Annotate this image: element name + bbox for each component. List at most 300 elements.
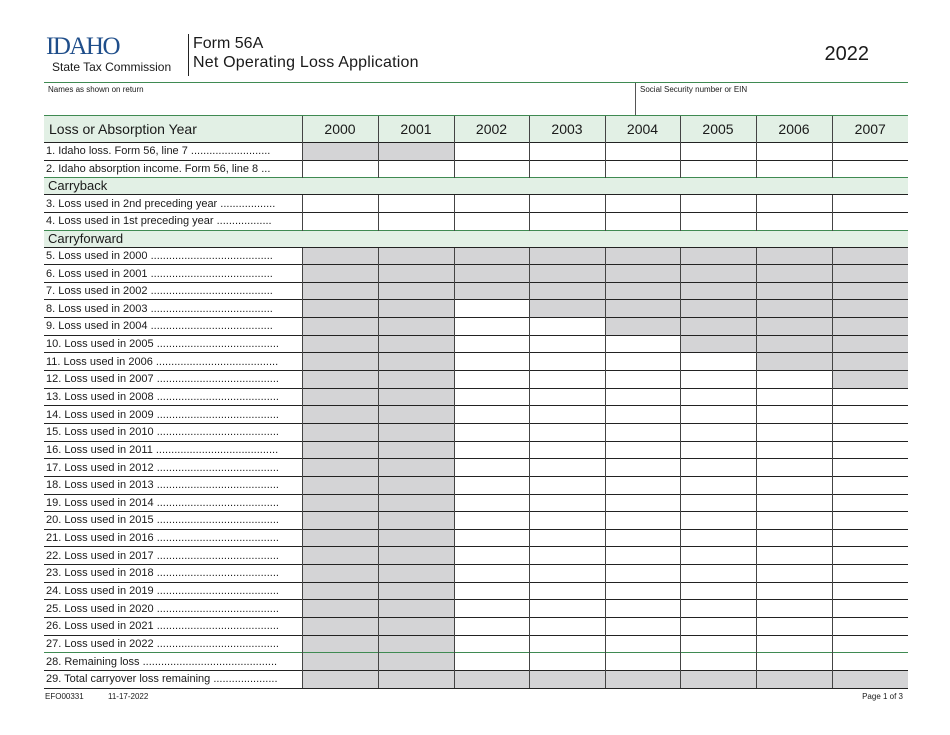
shaded-cell — [378, 353, 454, 371]
amount-input-cell[interactable] — [605, 406, 680, 424]
amount-input-cell[interactable] — [832, 423, 908, 441]
shaded-cell — [378, 143, 454, 161]
shaded-cell — [832, 318, 908, 336]
amount-input-cell[interactable] — [529, 582, 605, 600]
amount-input-cell[interactable] — [832, 600, 908, 618]
line-label: 17. Loss used in 2012 ........................................ — [44, 459, 302, 477]
shaded-cell — [454, 670, 529, 688]
shaded-cell — [832, 371, 908, 389]
year-header-2006: 2006 — [756, 116, 832, 143]
amount-input-cell[interactable] — [680, 441, 756, 459]
amount-input-cell[interactable] — [529, 441, 605, 459]
table-row — [44, 282, 908, 300]
identification-row — [44, 82, 908, 115]
table-row — [44, 476, 908, 494]
shaded-cell — [302, 353, 378, 371]
amount-input-cell[interactable] — [605, 441, 680, 459]
amount-input-cell[interactable] — [378, 195, 454, 213]
line-label: 12. Loss used in 2007 ........................................ — [44, 371, 302, 389]
line-label: 14. Loss used in 2009 ........................................ — [44, 406, 302, 424]
table-row — [44, 582, 908, 600]
amount-input-cell[interactable] — [454, 582, 529, 600]
shaded-cell — [378, 476, 454, 494]
amount-input-cell[interactable] — [756, 195, 832, 213]
line-label: 16. Loss used in 2011 ........................................ — [44, 441, 302, 459]
table-row — [44, 600, 908, 618]
amount-input-cell[interactable] — [832, 476, 908, 494]
amount-input-cell[interactable] — [454, 529, 529, 547]
amount-input-cell[interactable] — [680, 494, 756, 512]
amount-input-cell[interactable] — [529, 618, 605, 636]
shaded-cell — [302, 423, 378, 441]
shaded-cell — [529, 670, 605, 688]
names-field-label: Names as shown on return — [48, 85, 144, 94]
amount-input-cell[interactable] — [832, 582, 908, 600]
identification-divider — [635, 83, 636, 116]
amount-input-cell[interactable] — [680, 600, 756, 618]
tax-year: 2022 — [824, 43, 869, 65]
amount-input-cell[interactable] — [680, 423, 756, 441]
amount-input-cell[interactable] — [529, 565, 605, 583]
shaded-cell — [605, 318, 680, 336]
amount-input-cell[interactable] — [454, 406, 529, 424]
amount-input-cell[interactable] — [756, 388, 832, 406]
shaded-cell — [832, 265, 908, 283]
amount-input-cell[interactable] — [832, 529, 908, 547]
amount-input-cell[interactable] — [454, 494, 529, 512]
form-number: Form 56A — [193, 35, 264, 52]
amount-input-cell[interactable] — [605, 353, 680, 371]
table-row — [44, 160, 908, 178]
shaded-cell — [302, 653, 378, 671]
shaded-cell — [302, 318, 378, 336]
shaded-cell — [302, 282, 378, 300]
shaded-cell — [378, 582, 454, 600]
amount-input-cell[interactable] — [454, 476, 529, 494]
shaded-cell — [832, 300, 908, 318]
amount-input-cell[interactable] — [756, 459, 832, 477]
table-row — [44, 195, 908, 213]
amount-input-cell[interactable] — [302, 160, 378, 178]
shaded-cell — [302, 670, 378, 688]
amount-input-cell[interactable] — [756, 547, 832, 565]
shaded-cell — [378, 247, 454, 265]
amount-input-cell[interactable] — [832, 406, 908, 424]
shaded-cell — [756, 353, 832, 371]
amount-input-cell[interactable] — [529, 653, 605, 671]
amount-input-cell[interactable] — [832, 195, 908, 213]
amount-input-cell[interactable] — [832, 388, 908, 406]
amount-input-cell[interactable] — [454, 318, 529, 336]
amount-input-cell[interactable] — [605, 529, 680, 547]
amount-input-cell[interactable] — [454, 635, 529, 653]
amount-input-cell[interactable] — [454, 423, 529, 441]
table-row — [44, 300, 908, 318]
line-label: 23. Loss used in 2018 ........................................ — [44, 565, 302, 583]
shaded-cell — [378, 265, 454, 283]
amount-input-cell[interactable] — [454, 212, 529, 230]
ssn-field-label: Social Security number or EIN — [640, 85, 748, 94]
amount-input-cell[interactable] — [756, 582, 832, 600]
amount-input-cell[interactable] — [756, 653, 832, 671]
amount-input-cell[interactable] — [454, 143, 529, 161]
shaded-cell — [378, 371, 454, 389]
line-label: 15. Loss used in 2010 ........................................ — [44, 423, 302, 441]
table-row — [44, 653, 908, 671]
shaded-cell — [605, 670, 680, 688]
line-label: 10. Loss used in 2005 ........................................ — [44, 335, 302, 353]
agency-name: State Tax Commission — [52, 60, 172, 74]
amount-input-cell[interactable] — [832, 160, 908, 178]
section-title: Carryforward — [44, 230, 908, 247]
amount-input-cell[interactable] — [605, 335, 680, 353]
amount-input-cell[interactable] — [680, 529, 756, 547]
shaded-cell — [378, 529, 454, 547]
line-label: 21. Loss used in 2016 ........................................ — [44, 529, 302, 547]
line-label: 13. Loss used in 2008 ........................................ — [44, 388, 302, 406]
amount-input-cell[interactable] — [454, 653, 529, 671]
section-title: Carryback — [44, 178, 908, 195]
amount-input-cell[interactable] — [529, 318, 605, 336]
shaded-cell — [302, 476, 378, 494]
amount-input-cell[interactable] — [756, 529, 832, 547]
line-label: 19. Loss used in 2014 ........................................ — [44, 494, 302, 512]
shaded-cell — [378, 282, 454, 300]
amount-input-cell[interactable] — [680, 388, 756, 406]
shaded-cell — [302, 547, 378, 565]
amount-input-cell[interactable] — [529, 195, 605, 213]
amount-input-cell[interactable] — [680, 212, 756, 230]
amount-input-cell[interactable] — [529, 423, 605, 441]
amount-input-cell[interactable] — [529, 406, 605, 424]
amount-input-cell[interactable] — [832, 512, 908, 530]
amount-input-cell[interactable] — [756, 635, 832, 653]
amount-input-cell[interactable] — [680, 353, 756, 371]
amount-input-cell[interactable] — [680, 459, 756, 477]
line-label: 28. Remaining loss ............................................ — [44, 653, 302, 671]
shaded-cell — [529, 282, 605, 300]
line-label: 2. Idaho absorption income. Form 56, line 8 ... — [44, 160, 302, 178]
amount-input-cell[interactable] — [605, 388, 680, 406]
amount-input-cell[interactable] — [680, 565, 756, 583]
line-label: 8. Loss used in 2003 ........................................ — [44, 300, 302, 318]
shaded-cell — [680, 670, 756, 688]
amount-input-cell[interactable] — [680, 476, 756, 494]
shaded-cell — [680, 282, 756, 300]
table-row — [44, 512, 908, 530]
line-label: 26. Loss used in 2021 ........................................ — [44, 618, 302, 636]
shaded-cell — [378, 423, 454, 441]
table-row — [44, 547, 908, 565]
line-label: 5. Loss used in 2000 ........................................ — [44, 247, 302, 265]
shaded-cell — [302, 512, 378, 530]
amount-input-cell[interactable] — [454, 441, 529, 459]
amount-input-cell[interactable] — [605, 618, 680, 636]
amount-input-cell[interactable] — [832, 565, 908, 583]
shaded-cell — [378, 441, 454, 459]
amount-input-cell[interactable] — [756, 600, 832, 618]
shaded-cell — [454, 265, 529, 283]
amount-input-cell[interactable] — [605, 459, 680, 477]
table-row — [44, 494, 908, 512]
amount-input-cell[interactable] — [529, 212, 605, 230]
logo-wordmark: IDAHO — [46, 33, 120, 60]
shaded-cell — [378, 512, 454, 530]
amount-input-cell[interactable] — [529, 600, 605, 618]
shaded-cell — [378, 565, 454, 583]
amount-input-cell[interactable] — [605, 547, 680, 565]
amount-input-cell[interactable] — [756, 143, 832, 161]
table-row — [44, 335, 908, 353]
shaded-cell — [302, 247, 378, 265]
amount-input-cell[interactable] — [832, 635, 908, 653]
shaded-cell — [832, 353, 908, 371]
amount-input-cell[interactable] — [605, 371, 680, 389]
line-label: 9. Loss used in 2004 ........................................ — [44, 318, 302, 336]
amount-input-cell[interactable] — [605, 600, 680, 618]
amount-input-cell[interactable] — [680, 512, 756, 530]
shaded-cell — [302, 371, 378, 389]
amount-input-cell[interactable] — [832, 212, 908, 230]
table-header-label: Loss or Absorption Year — [44, 116, 302, 143]
table-row — [44, 406, 908, 424]
line-label: 27. Loss used in 2022 ........................................ — [44, 635, 302, 653]
line-label: 11. Loss used in 2006 ........................................ — [44, 353, 302, 371]
shaded-cell — [302, 265, 378, 283]
amount-input-cell[interactable] — [378, 160, 454, 178]
amount-input-cell[interactable] — [454, 459, 529, 477]
shaded-cell — [378, 459, 454, 477]
table-row — [44, 441, 908, 459]
shaded-cell — [302, 600, 378, 618]
shaded-cell — [605, 265, 680, 283]
amount-input-cell[interactable] — [680, 406, 756, 424]
amount-input-cell[interactable] — [756, 423, 832, 441]
shaded-cell — [378, 318, 454, 336]
amount-input-cell[interactable] — [680, 195, 756, 213]
table-row — [44, 143, 908, 161]
amount-input-cell[interactable] — [605, 512, 680, 530]
table-row — [44, 265, 908, 283]
year-header-2005: 2005 — [680, 116, 756, 143]
shaded-cell — [302, 618, 378, 636]
amount-input-cell[interactable] — [605, 212, 680, 230]
shaded-cell — [302, 582, 378, 600]
shaded-cell — [378, 388, 454, 406]
amount-input-cell[interactable] — [756, 212, 832, 230]
table-row — [44, 618, 908, 636]
shaded-cell — [605, 247, 680, 265]
table-row — [44, 635, 908, 653]
amount-input-cell[interactable] — [529, 353, 605, 371]
shaded-cell — [454, 247, 529, 265]
table-row — [44, 371, 908, 389]
amount-input-cell[interactable] — [680, 618, 756, 636]
shaded-cell — [302, 143, 378, 161]
shaded-cell — [302, 406, 378, 424]
nol-table — [44, 115, 908, 689]
amount-input-cell[interactable] — [454, 512, 529, 530]
table-row — [44, 212, 908, 230]
shaded-cell — [756, 247, 832, 265]
shaded-cell — [756, 282, 832, 300]
amount-input-cell[interactable] — [529, 547, 605, 565]
amount-input-cell[interactable] — [529, 160, 605, 178]
amount-input-cell[interactable] — [529, 494, 605, 512]
amount-input-cell[interactable] — [680, 371, 756, 389]
line-label: 29. Total carryover loss remaining ..................... — [44, 670, 302, 688]
amount-input-cell[interactable] — [605, 476, 680, 494]
amount-input-cell[interactable] — [454, 195, 529, 213]
amount-input-cell[interactable] — [529, 459, 605, 477]
line-label: 7. Loss used in 2002 ........................................ — [44, 282, 302, 300]
amount-input-cell[interactable] — [832, 618, 908, 636]
amount-input-cell[interactable] — [832, 494, 908, 512]
amount-input-cell[interactable] — [378, 212, 454, 230]
shaded-cell — [756, 265, 832, 283]
year-header-2002: 2002 — [454, 116, 529, 143]
amount-input-cell[interactable] — [756, 618, 832, 636]
amount-input-cell[interactable] — [454, 547, 529, 565]
table-row — [44, 388, 908, 406]
amount-input-cell[interactable] — [680, 143, 756, 161]
year-header-2004: 2004 — [605, 116, 680, 143]
amount-input-cell[interactable] — [756, 441, 832, 459]
shaded-cell — [605, 300, 680, 318]
amount-input-cell[interactable] — [454, 388, 529, 406]
amount-input-cell[interactable] — [529, 476, 605, 494]
year-header-2003: 2003 — [529, 116, 605, 143]
page-number: Page 1 of 3 — [862, 692, 903, 701]
amount-input-cell[interactable] — [832, 653, 908, 671]
form-code: EFO00331 — [45, 692, 84, 701]
line-label: 6. Loss used in 2001 ........................................ — [44, 265, 302, 283]
shaded-cell — [680, 265, 756, 283]
amount-input-cell[interactable] — [832, 547, 908, 565]
year-header-2000: 2000 — [302, 116, 378, 143]
amount-input-cell[interactable] — [454, 335, 529, 353]
amount-input-cell[interactable] — [605, 423, 680, 441]
form-title: Net Operating Loss Application — [193, 54, 419, 71]
amount-input-cell[interactable] — [302, 195, 378, 213]
shaded-cell — [378, 618, 454, 636]
table-row — [44, 459, 908, 477]
amount-input-cell[interactable] — [756, 512, 832, 530]
amount-input-cell[interactable] — [680, 160, 756, 178]
amount-input-cell[interactable] — [756, 406, 832, 424]
amount-input-cell[interactable] — [605, 160, 680, 178]
line-label: 4. Loss used in 1st preceding year .................. — [44, 212, 302, 230]
idaho-logo — [46, 35, 184, 77]
shaded-cell — [756, 318, 832, 336]
amount-input-cell[interactable] — [454, 300, 529, 318]
shaded-cell — [832, 670, 908, 688]
amount-input-cell[interactable] — [832, 459, 908, 477]
amount-input-cell[interactable] — [605, 653, 680, 671]
amount-input-cell[interactable] — [605, 582, 680, 600]
shaded-cell — [302, 388, 378, 406]
amount-input-cell[interactable] — [529, 335, 605, 353]
amount-input-cell[interactable] — [605, 565, 680, 583]
shaded-cell — [302, 335, 378, 353]
amount-input-cell[interactable] — [454, 618, 529, 636]
amount-input-cell[interactable] — [756, 371, 832, 389]
section-header — [44, 178, 908, 195]
amount-input-cell[interactable] — [680, 653, 756, 671]
amount-input-cell[interactable] — [756, 476, 832, 494]
year-header-2001: 2001 — [378, 116, 454, 143]
shaded-cell — [756, 300, 832, 318]
table-row — [44, 318, 908, 336]
line-label: 18. Loss used in 2013 ........................................ — [44, 476, 302, 494]
amount-input-cell[interactable] — [756, 565, 832, 583]
shaded-cell — [378, 494, 454, 512]
line-label: 25. Loss used in 2020 ........................................ — [44, 600, 302, 618]
shaded-cell — [680, 318, 756, 336]
amount-input-cell[interactable] — [454, 371, 529, 389]
amount-input-cell[interactable] — [302, 212, 378, 230]
form-date: 11-17-2022 — [108, 692, 149, 701]
table-row — [44, 353, 908, 371]
amount-input-cell[interactable] — [605, 143, 680, 161]
line-label: 24. Loss used in 2019 ........................................ — [44, 582, 302, 600]
table-row — [44, 423, 908, 441]
amount-input-cell[interactable] — [756, 160, 832, 178]
shaded-cell — [454, 282, 529, 300]
shaded-cell — [302, 459, 378, 477]
amount-input-cell[interactable] — [680, 547, 756, 565]
amount-input-cell[interactable] — [529, 388, 605, 406]
amount-input-cell[interactable] — [832, 143, 908, 161]
shaded-cell — [302, 300, 378, 318]
amount-input-cell[interactable] — [529, 512, 605, 530]
shaded-cell — [378, 635, 454, 653]
amount-input-cell[interactable] — [529, 143, 605, 161]
amount-input-cell[interactable] — [605, 494, 680, 512]
table-row — [44, 529, 908, 547]
shaded-cell — [378, 335, 454, 353]
amount-input-cell[interactable] — [454, 600, 529, 618]
amount-input-cell[interactable] — [832, 441, 908, 459]
amount-input-cell[interactable] — [454, 160, 529, 178]
amount-input-cell[interactable] — [680, 582, 756, 600]
shaded-cell — [832, 335, 908, 353]
shaded-cell — [529, 247, 605, 265]
table-row — [44, 565, 908, 583]
header-divider — [188, 34, 189, 76]
section-header — [44, 230, 908, 247]
line-label: 22. Loss used in 2017 ........................................ — [44, 547, 302, 565]
line-label: 20. Loss used in 2015 ........................................ — [44, 512, 302, 530]
amount-input-cell[interactable] — [529, 635, 605, 653]
shaded-cell — [378, 670, 454, 688]
amount-input-cell[interactable] — [454, 353, 529, 371]
amount-input-cell[interactable] — [680, 635, 756, 653]
year-header-2007: 2007 — [832, 116, 908, 143]
amount-input-cell[interactable] — [454, 565, 529, 583]
table-row — [44, 247, 908, 265]
shaded-cell — [378, 653, 454, 671]
shaded-cell — [378, 600, 454, 618]
amount-input-cell[interactable] — [605, 195, 680, 213]
amount-input-cell[interactable] — [529, 529, 605, 547]
amount-input-cell[interactable] — [605, 635, 680, 653]
amount-input-cell[interactable] — [756, 494, 832, 512]
shaded-cell — [529, 300, 605, 318]
amount-input-cell[interactable] — [529, 371, 605, 389]
table-header-row — [44, 116, 908, 143]
shaded-cell — [832, 282, 908, 300]
